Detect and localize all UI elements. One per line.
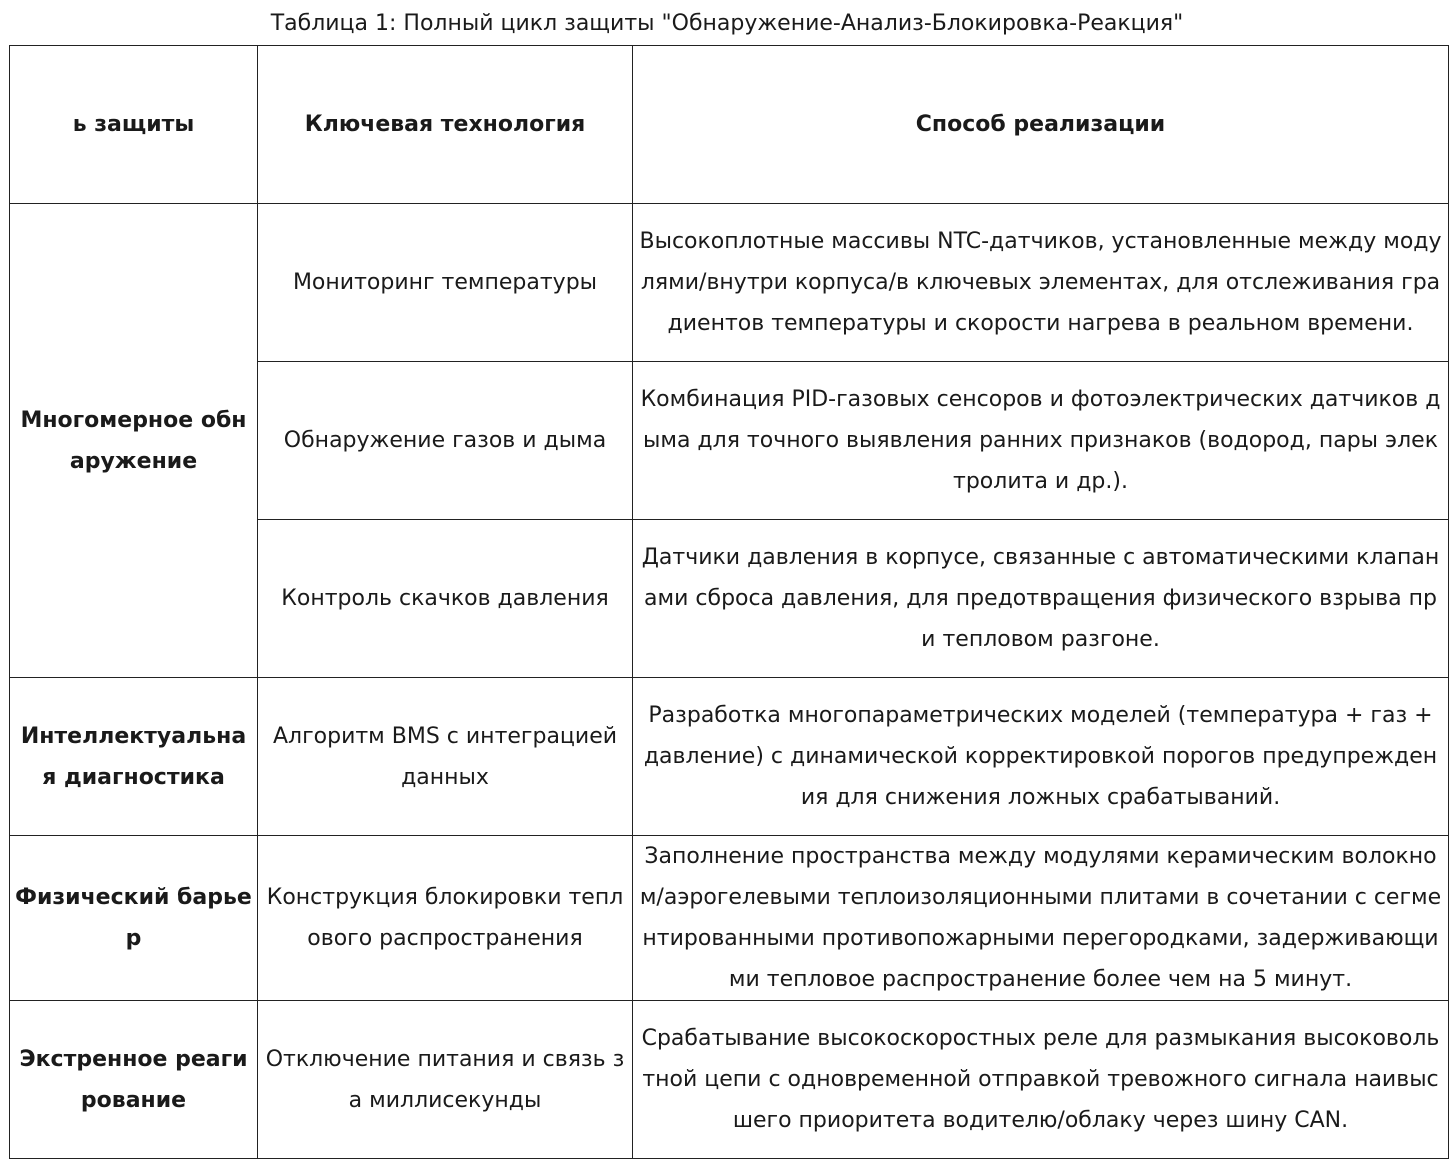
technology-cell: Обнаружение газов и дыма — [258, 362, 633, 520]
stage-detection: Многомерное обнаружение — [10, 204, 258, 678]
header-technology: Ключевая технология — [258, 46, 633, 204]
implementation-cell: Заполнение пространства между модулями керамическим волокном/аэрогелевыми теплоизоляционными плитами в сочетании с сегментированными противопожарными перегородками, задерживающими тепловое распространение более чем на 5 минут. — [633, 836, 1449, 1001]
table-row — [10, 1001, 1449, 1159]
implementation-cell: Датчики давления в корпусе, связанные с автоматическими клапанами сброса давления, для предотвращения физического взрыва при тепловом разгоне. — [633, 520, 1449, 678]
header-implementation: Способ реализации — [633, 46, 1449, 204]
technology-cell: Мониторинг температуры — [258, 204, 633, 362]
table-caption: Таблица 1: Полный цикл защиты "Обнаружение-Анализ-Блокировка-Реакция" — [270, 11, 1184, 36]
table-row — [10, 678, 1449, 836]
stage-diagnostics: Интеллектуальная диагностика — [10, 678, 258, 836]
table-row — [10, 836, 1449, 1001]
header-stage: ь защиты — [10, 46, 258, 204]
stage-barrier: Физический барьер — [10, 836, 258, 1001]
implementation-cell: Разработка многопараметрических моделей (температура + газ + давление) с динамической корректировкой порогов предупреждения для снижения ложных срабатываний. — [633, 678, 1449, 836]
implementation-cell: Срабатывание высокоскоростных реле для размыкания высоковольтной цепи с одновременной отправкой тревожного сигнала наивысшего приоритета водителю/облаку через шину CAN. — [633, 1001, 1449, 1159]
implementation-cell: Высокоплотные массивы NTC-датчиков, установленные между модулями/внутри корпуса/в ключевых элементах, для отслеживания градиентов температуры и скорости нагрева в реальном времени. — [633, 204, 1449, 362]
technology-cell: Алгоритм BMS с интеграцией данных — [258, 678, 633, 836]
stage-response: Экстренное реагирование — [10, 1001, 258, 1159]
technology-cell: Конструкция блокировки теплового распространения — [258, 836, 633, 1001]
implementation-cell: Комбинация PID-газовых сенсоров и фотоэлектрических датчиков дыма для точного выявления ранних признаков (водород, пары электролита и др.). — [633, 362, 1449, 520]
table-row — [10, 204, 1449, 362]
protection-cycle-table — [9, 45, 1449, 1159]
technology-cell: Отключение питания и связь за миллисекунды — [258, 1001, 633, 1159]
technology-cell: Контроль скачков давления — [258, 520, 633, 678]
table-header-row — [10, 46, 1449, 204]
